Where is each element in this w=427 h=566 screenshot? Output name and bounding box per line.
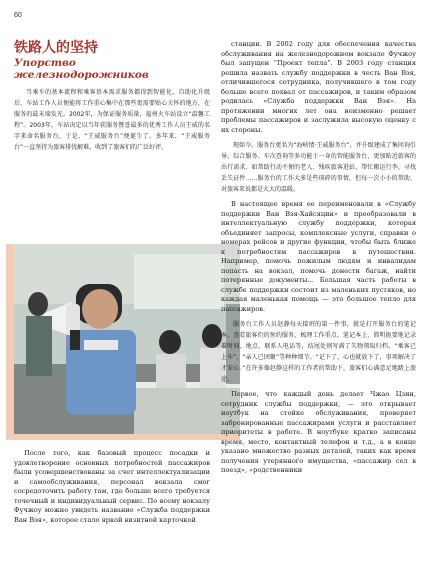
paragraph-chinese-2: 现如今，服务台更名为“海峡情·王威服务台”，并升级建成了集问询引导、综合服务、车次查询等多功能于一身的智能服务台，更加贴近旅客的出行需求，如帮助行动不便的老人、残疾旅客进站、帮忙搬运行李、寻找丢失证件……服务台的工作大多是些琐碎的事情，但每一次小小的帮助，对旅客来说都是大大的温暖。	[221, 142, 416, 193]
paragraph-russian-3: Первое, что каждый день делает Чжао Цзин, сотрудник службы поддержки, — это открывает ноутбук на стойке обслуживания, проверяет забронированные пассажирами услуги и расставляет приоритеты в работе. В ноутбуке кратко записаны время, место, контактный телефон и т.д., а в конце указано множество разных деталей, таких как время получения утерянного имущества, «пассажир сел в поезд», «родственники	[221, 390, 416, 474]
article-title-chinese: 铁路人的坚持	[14, 40, 98, 56]
page-number: 60	[14, 12, 22, 19]
right-column	[221, 40, 416, 476]
article-title-russian: Упорство железнодорожников	[14, 57, 149, 81]
paragraph-russian-2: В настоящее время ее переименовали в «Службу поддержки Ван Вэя-Хайсяцин» и преобразовали в интеллектуальную службу поддержки, которая объединяет запросы, комплексные услуги, справки о номерах рейсов и другие функции, чтобы быть ближе к потребностям пассажиров в путешествии. Например, помочь пожилым людям и инвалидам попасть на вокзал, помочь донести багаж, найти потерянные документы… Большая часть работы в службе поддержки состоит из маленьких пустяков, но каждая маленькая помощь — это большое тепло для пассажиров.	[221, 200, 416, 313]
paragraph-chinese-3: 服务台工作人员赵静每天接班的第一件事，就是打开服务台的笔记本，查看旅客们的预约服务，梳理工作重点。笔记本上，简明扼要地记录着时间、地点、联系人电话等，结尾处则写满了失物领取归档、“乘客已上车”、“亲人已团聚”等种种细节。“记下了，心也就放下了，事项解决了才安心。”在许多像赵静这样的工作者的帮助下，旅客们心满意足地踏上旅途。	[221, 321, 416, 383]
left-bottom-column	[14, 449, 210, 525]
station-service-photo-illustration	[14, 244, 240, 434]
paragraph-russian-1: станции. В 2002 году для обеспечения качества обслуживания на железнодорожном вокзале Фучжоу был запущен “Проект тепла”. В 2003 году станция решила назвать службу поддержки в честь Ван Вэя, отличившегося сотрудника, получившего в том году больше всего похвал от пассажиров, и таким образом родилась «Служба поддержки Ван Вэя». На протяжении многих лет она неизменно решает проблемы пассажиров и заслужила высокую оценку с их стороны.	[221, 40, 416, 134]
station-service-photo	[14, 244, 240, 434]
photo-border-left	[6, 244, 14, 434]
photo-border-bottom	[6, 434, 240, 440]
left-column	[14, 40, 210, 153]
paragraph-russian-intro: После того, как базовый процесс посадки и удовлетворение основных потребностей пассажиров были усовершенствованы за счет интеллектуализации и самообслуживания, персонал вокзала смог сосредоточить работу там, где больше всего требуется точечный и индивидуальный сервис. По всему вокзалу Фучжоу можно увидеть название «Служба поддержки Ван Вэя», которое стало яркой визитной карточкой	[14, 449, 210, 524]
paragraph-chinese-intro: 当乘车的基本流程和乘客基本需求服务都得到智能化、自助化升级后，车站工作人员便能将工作重心集中在那些更需要贴心关怀的地方，在服务的最末端发光。2002年，为保证服务质量，福州火车站设立“温馨工程”。2003年，车站决定以当年获服务赞誉最多的优秀工作人员王威的名字来命名服务台，于是，“王威服务台”便诞生了。多年来，“王威服务台”一直坚持为旅客排忧解难，收到了旅客们的广泛好评。	[14, 89, 210, 151]
